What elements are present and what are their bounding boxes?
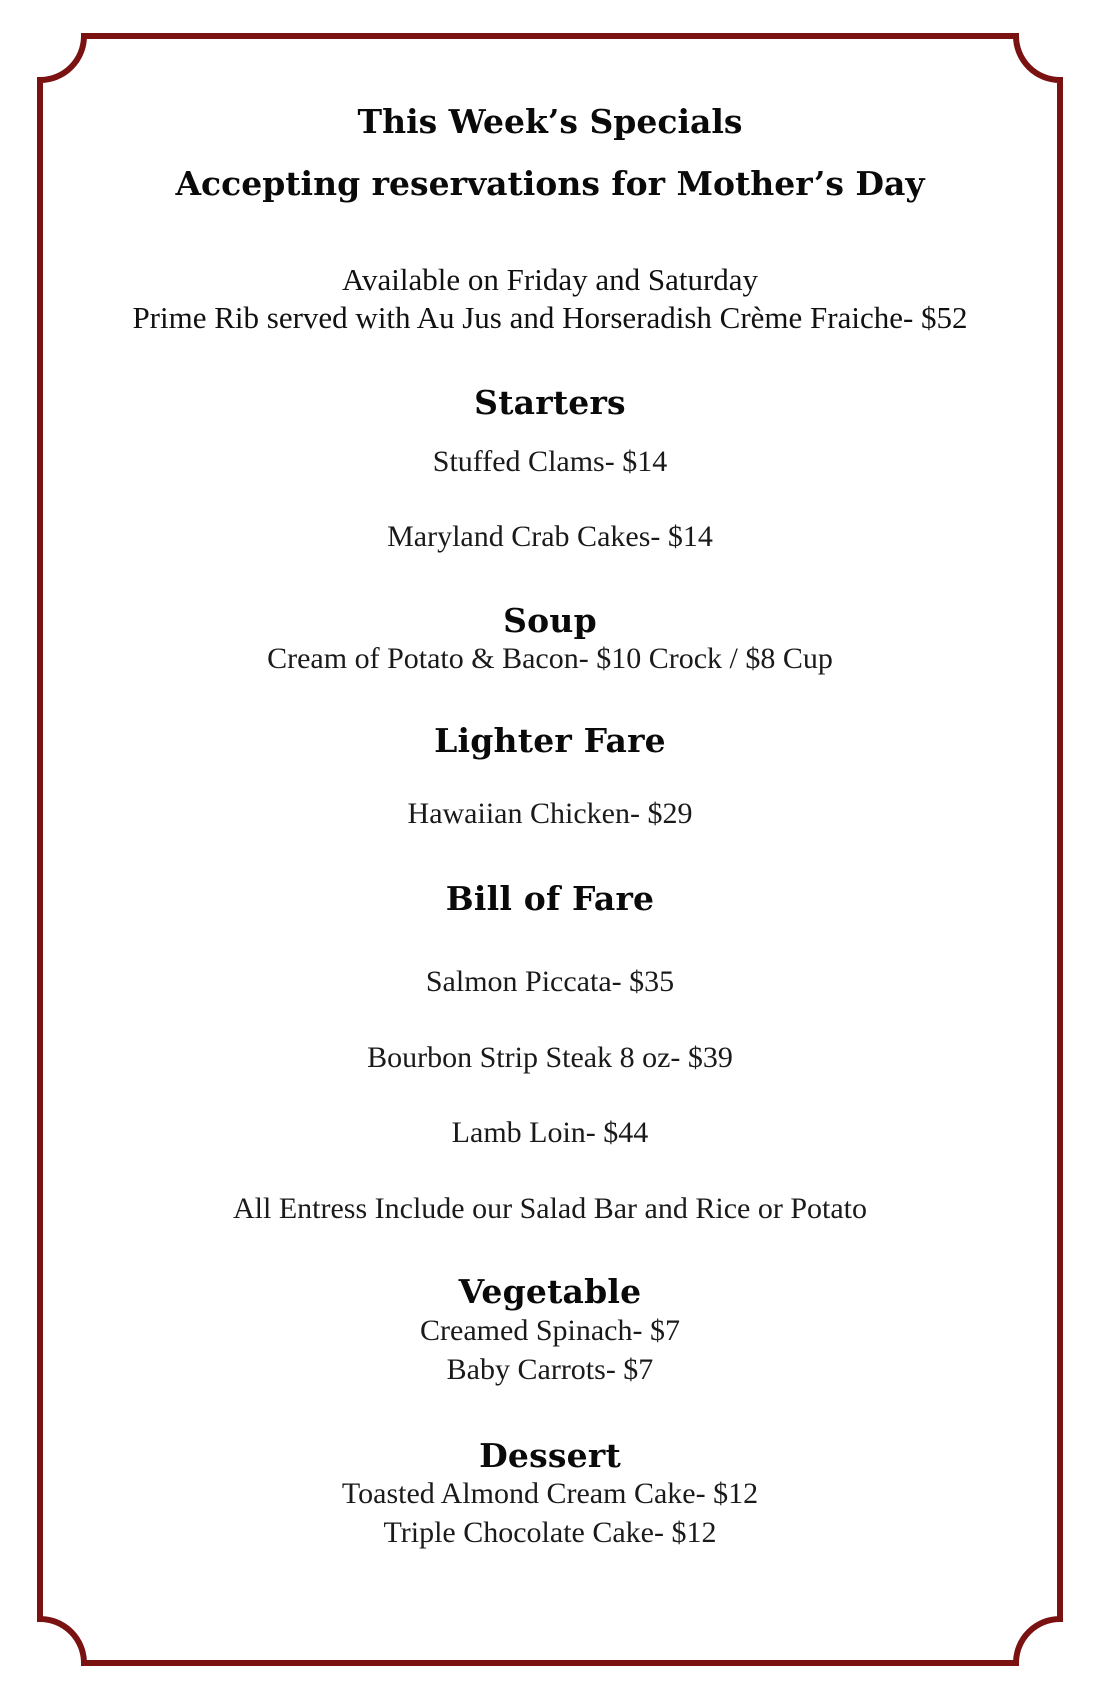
menu-item: Hawaiian Chicken- $29 bbox=[407, 797, 693, 830]
entree-note: All Entress Include our Salad Bar and Rice or Potato bbox=[232, 1192, 867, 1225]
menu-title: This Week’s Specials bbox=[357, 102, 743, 141]
menu-item: Triple Chocolate Cake- $12 bbox=[383, 1516, 717, 1549]
section-heading-soup: Soup bbox=[503, 601, 597, 640]
menu-item: Baby Carrots- $7 bbox=[446, 1353, 654, 1386]
feature-availability: Available on Friday and Saturday bbox=[341, 262, 759, 297]
section-heading-starters: Starters bbox=[474, 383, 626, 422]
section-heading-dessert: Dessert bbox=[479, 1436, 621, 1475]
menu-item: Toasted Almond Cream Cake- $12 bbox=[341, 1477, 759, 1510]
menu-item: Stuffed Clams- $14 bbox=[432, 445, 668, 478]
menu-item: Creamed Spinach- $7 bbox=[420, 1314, 680, 1347]
menu-item: Bourbon Strip Steak 8 oz- $39 bbox=[367, 1041, 733, 1074]
menu-item: Maryland Crab Cakes- $14 bbox=[387, 520, 713, 553]
menu-item: Salmon Piccata- $35 bbox=[425, 965, 675, 998]
section-heading-bill-of-fare: Bill of Fare bbox=[445, 879, 655, 918]
menu-item: Cream of Potato & Bacon- $10 Crock / $8 Cup bbox=[267, 642, 833, 675]
menu-item: Lamb Loin- $44 bbox=[451, 1116, 649, 1149]
section-heading-lighter-fare: Lighter Fare bbox=[434, 721, 666, 760]
feature-item: Prime Rib served with Au Jus and Horseradish Crème Fraiche- $52 bbox=[132, 300, 968, 335]
section-heading-vegetable: Vegetable bbox=[458, 1272, 642, 1311]
menu-subtitle: Accepting reservations for Mother’s Day bbox=[175, 164, 925, 203]
